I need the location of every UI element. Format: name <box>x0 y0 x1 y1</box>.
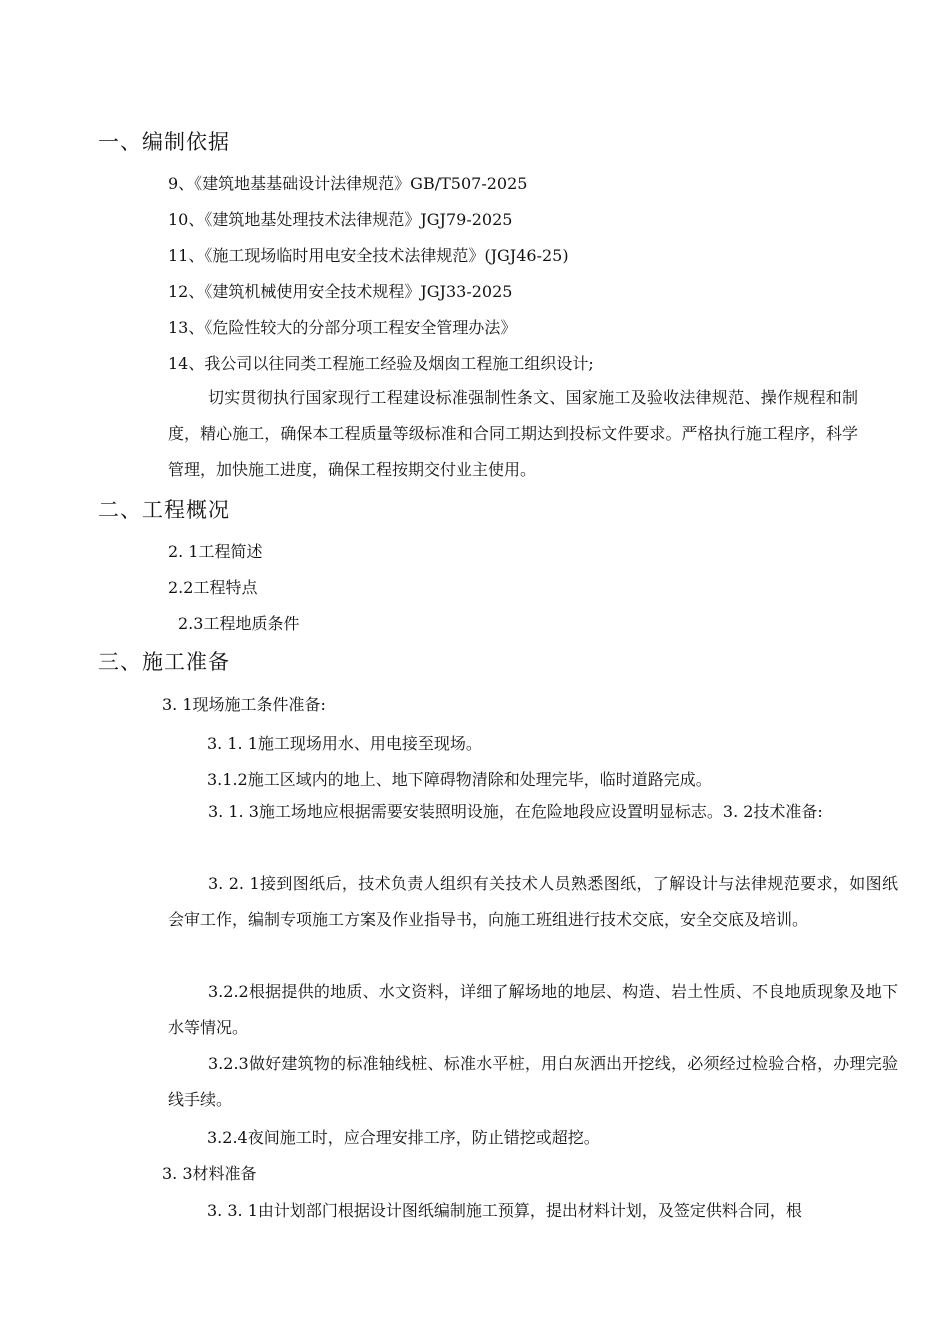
item-3-2-3-text: 3.2.3做好建筑物的标准轴线桩、标准水平桩，用白灰洒出开挖线，必须经过检验合格，办理完验线手续。 <box>168 1054 898 1109</box>
subheading-3-1: 3. 1现场施工条件准备: <box>162 695 326 714</box>
basis-paragraph <box>128 380 858 488</box>
item-3-2-2-text: 3.2.2根据提供的地质、水文资料，详细了解场地的地层、构造、岩土性质、不良地质现象及地下水等情况。 <box>168 982 898 1037</box>
overview-item-1: 2. 1工程简述 <box>168 542 263 561</box>
basis-item-12: 12、《建筑机械使用安全技术规程》JGJ33-2025 <box>168 282 513 301</box>
basis-item-14: 14、我公司以往同类工程施工经验及烟囱工程施工组织设计; <box>168 354 594 373</box>
basis-item-11: 11、《施工现场临时用电安全技术法律规范》(JGJ46-25) <box>168 246 569 265</box>
item-3-1-2: 3.1.2施工区域内的地上、地下障碍物清除和处理完毕，临时道路完成。 <box>207 770 712 789</box>
item-3-1-1: 3. 1. 1施工现场用水、用电接至现场。 <box>207 734 482 753</box>
item-3-2-4: 3.2.4夜间施工时，应合理安排工序，防止错挖或超挖。 <box>207 1128 600 1147</box>
item-3-2-2 <box>168 974 898 1046</box>
item-3-1-3 <box>168 794 898 830</box>
basis-item-9: 9、《建筑地基基础设计法律规范》GB/T507-2025 <box>168 174 528 193</box>
item-3-2-1-text: 3. 2. 1接到图纸后，技术负责人组织有关技术人员熟悉图纸，了解设计与法律规范要求，如图纸会审工作，编制专项施工方案及作业指导书，向施工班组进行技术交底，安全交底及培训。 <box>168 874 898 929</box>
basis-paragraph-text: 切实贯彻执行国家现行工程建设标准强制性条文、国家施工及验收法律规范、操作规程和制度，精心施工，确保本工程质量等级标准和合同工期达到投标文件要求。严格执行施工程序，科学管理，加快施工进度，确保工程按期交付业主使用。 <box>168 388 858 479</box>
section-heading-preparation: 三、施工准备 <box>98 650 230 674</box>
section-heading-basis: 一、编制依据 <box>98 130 230 154</box>
subheading-3-3: 3. 3材料准备 <box>162 1164 257 1183</box>
item-3-2-1 <box>168 866 898 938</box>
item-3-2-3 <box>168 1046 898 1118</box>
item-3-1-3-text: 3. 1. 3施工场地应根据需要安装照明设施，在危险地段应设置明显标志。3. 2技术准备: <box>208 802 823 821</box>
item-3-3-1: 3. 3. 1由计划部门根据设计图纸编制施工预算，提出材料计划，及签定供料合同，根 <box>207 1201 802 1220</box>
overview-item-2: 2.2工程特点 <box>168 578 258 597</box>
overview-item-3: 2.3工程地质条件 <box>178 614 300 633</box>
section-heading-overview: 二、工程概况 <box>98 498 230 522</box>
basis-item-10: 10、《建筑地基处理技术法律规范》JGJ79-2025 <box>168 210 513 229</box>
basis-item-13: 13、《危险性较大的分部分项工程安全管理办法》 <box>168 318 517 337</box>
